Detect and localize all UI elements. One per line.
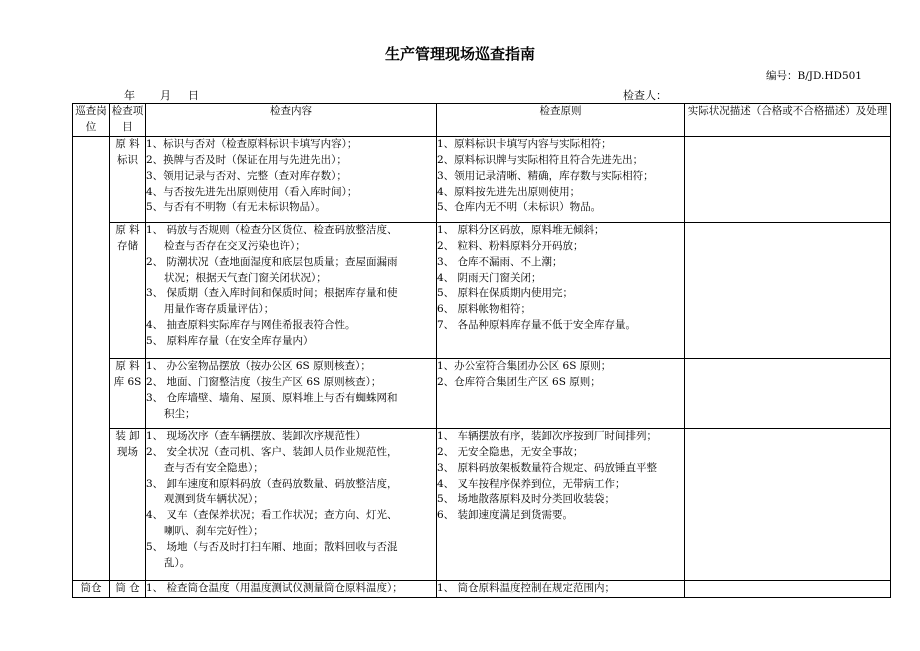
item-cell: 筒 仓 xyxy=(110,580,146,597)
content-cell xyxy=(146,428,437,580)
content-line: 3、领用记录与否对、完整（查对库存数）； xyxy=(146,169,347,182)
content-line: 检查与否存在交叉污染也许）； xyxy=(164,239,306,252)
actual-cell[interactable] xyxy=(685,428,891,580)
principle-cell xyxy=(437,580,685,597)
principle-line: 4、原料按先进先出原则使用； xyxy=(437,185,581,198)
content-line: 观测到货车辆状况）； xyxy=(164,493,264,506)
principle-line: 5、 原料在保质期内使用完； xyxy=(437,287,574,300)
content-line: 喇叭、刹车完好性）； xyxy=(164,525,264,538)
table-row xyxy=(73,580,891,597)
principle-line: 6、 原料帐物相符； xyxy=(437,303,532,316)
content-cell xyxy=(146,136,437,222)
position-cell-raw-warehouse xyxy=(73,136,110,580)
actual-cell[interactable] xyxy=(685,136,891,222)
principle-line: 1、 原料分区码放，原料堆无倾斜； xyxy=(437,223,605,236)
content-line: 2、换牌与否及时（保证在用与先进先出）； xyxy=(146,153,347,166)
principle-line: 3、 仓库不漏雨、不上潮； xyxy=(437,255,563,268)
inspection-table xyxy=(72,103,891,598)
inspector-label: 检查人： xyxy=(623,89,667,102)
item-cell: 原 料 存储 xyxy=(110,222,146,358)
principle-line: 3、领用记录清晰、精确，库存数与实际相符； xyxy=(437,169,654,182)
table-row xyxy=(73,136,891,222)
principle-line: 7、 各品种原料库存量不低于安全库存量。 xyxy=(437,319,637,332)
actual-cell[interactable] xyxy=(685,358,891,428)
principle-line: 3、 原料码放架板数量符合规定、码放锤直平整 xyxy=(437,461,658,474)
header-item: 检查项目 xyxy=(110,104,146,137)
content-line: 1、 办公室物品摆放（按办公区 6S 原则核查）； xyxy=(146,359,371,372)
table-header-row xyxy=(73,104,891,137)
header-principle: 检查原则 xyxy=(437,104,685,137)
content-line: 积尘； xyxy=(164,407,196,420)
content-cell xyxy=(146,358,437,428)
principle-line: 1、办公室符合集团办公区 6S 原则； xyxy=(437,359,612,372)
principle-line: 2、仓库符合集团生产区 6S 原则； xyxy=(437,375,601,388)
content-line: 1、标识与否对（检查原料标识卡填写内容）； xyxy=(146,137,358,150)
document-title: 生产管理现场巡查指南 xyxy=(384,45,535,63)
content-line: 2、 安全状况（查司机、客户、装卸人员作业规范性， xyxy=(146,445,398,458)
principle-line: 2、 粒料、粉料原料分开码放； xyxy=(437,239,584,252)
content-line: 4、与否按先进先出原则使用（看入库时间）； xyxy=(146,185,358,198)
date-year-label: 年 xyxy=(124,89,135,102)
content-line: 4、 叉车（查保养状况；看工作状况；查方向、灯光、 xyxy=(146,509,398,522)
principle-cell xyxy=(437,136,685,222)
position-cell-silo: 筒仓 xyxy=(73,580,110,597)
content-line: 2、 地面、门窗整洁度（按生产区 6S 原则核查）； xyxy=(146,375,382,388)
content-line: 2、 防潮状况（查地面湿度和底层包质量；查屋面漏雨 xyxy=(146,255,398,268)
principle-cell xyxy=(437,358,685,428)
content-line: 3、 保质期（查入库时间和保质时间；根据库存量和使 xyxy=(146,287,398,300)
content-line: 3、 仓库墙壁、墙角、屋顶、原料堆上与否有蜘蛛网和 xyxy=(146,391,398,404)
content-line: 1、 现场次序（查车辆摆放、装卸次序规范性） xyxy=(146,429,367,442)
principle-cell xyxy=(437,222,685,358)
principle-cell xyxy=(437,428,685,580)
document-code: 编号：B/JD.HD501 xyxy=(766,70,862,82)
content-line: 5、与否有不明物（有无未标识物品）。 xyxy=(146,201,326,214)
actual-cell[interactable] xyxy=(685,580,891,597)
content-line: 1、 码放与否规则（检查分区货位、检查码放整洁度、 xyxy=(146,223,398,236)
content-line: 4、 抽查原料实际库存与网佳希报表符合性。 xyxy=(146,319,356,332)
principle-line: 1、 车辆摆放有序，装卸次序按到厂时间排列； xyxy=(437,429,658,442)
actual-cell[interactable] xyxy=(685,222,891,358)
table-row xyxy=(73,358,891,428)
table-row xyxy=(73,428,891,580)
principle-line: 6、 装卸速度满足到货需要。 xyxy=(437,509,574,522)
header-position: 巡查岗位 xyxy=(73,104,110,137)
header-content: 检查内容 xyxy=(146,104,437,137)
principle-line: 5、 场地散落原料及时分类回收装袋； xyxy=(437,493,616,506)
content-line: 用量作寄存质量评估）； xyxy=(164,303,275,316)
content-line: 查与否有安全隐患）； xyxy=(164,461,264,474)
principle-line: 1、 筒仓原料温度控制在规定范围内； xyxy=(437,581,616,594)
principle-line: 1、原料标识卡填写内容与实际相符； xyxy=(437,137,612,150)
content-line: 5、 场地（与否及时打扫车厢、地面；散料回收与否混 xyxy=(146,541,398,554)
principle-line: 5、仓库内无不明（未标识）物品。 xyxy=(437,201,602,214)
content-cell xyxy=(146,580,437,597)
principle-line: 4、 叉车按程序保养到位，无带病工作； xyxy=(437,477,626,490)
table-row xyxy=(73,222,891,358)
date-day-label: 日 xyxy=(188,89,199,102)
item-cell: 装 卸 现场 xyxy=(110,428,146,580)
item-cell: 原 料 库 6S xyxy=(110,358,146,428)
content-line: 状况；根据天气查门窗关闭状况）； xyxy=(164,271,327,284)
header-actual: 实际状况描述（合格或不合格描述）及处理 xyxy=(685,104,891,137)
principle-line: 2、原料标识牌与实际相符且符合先进先出； xyxy=(437,153,644,166)
content-line: 3、 卸车速度和原料码放（查码放数量、码放整洁度， xyxy=(146,477,398,490)
content-line: 1、 检查筒仓温度（用温度测试仪测量筒仓原料温度）； xyxy=(146,581,403,594)
principle-line: 4、 阴雨天门窗关闭； xyxy=(437,271,542,284)
principle-line: 2、 无安全隐患，无安全事故； xyxy=(437,445,584,458)
item-cell: 原 料 标识 xyxy=(110,136,146,222)
content-cell xyxy=(146,222,437,358)
date-month-label: 月 xyxy=(160,89,171,102)
content-line: 乱）。 xyxy=(164,557,191,570)
content-line: 5、 原料库存量（在安全库存量内） xyxy=(146,335,314,348)
